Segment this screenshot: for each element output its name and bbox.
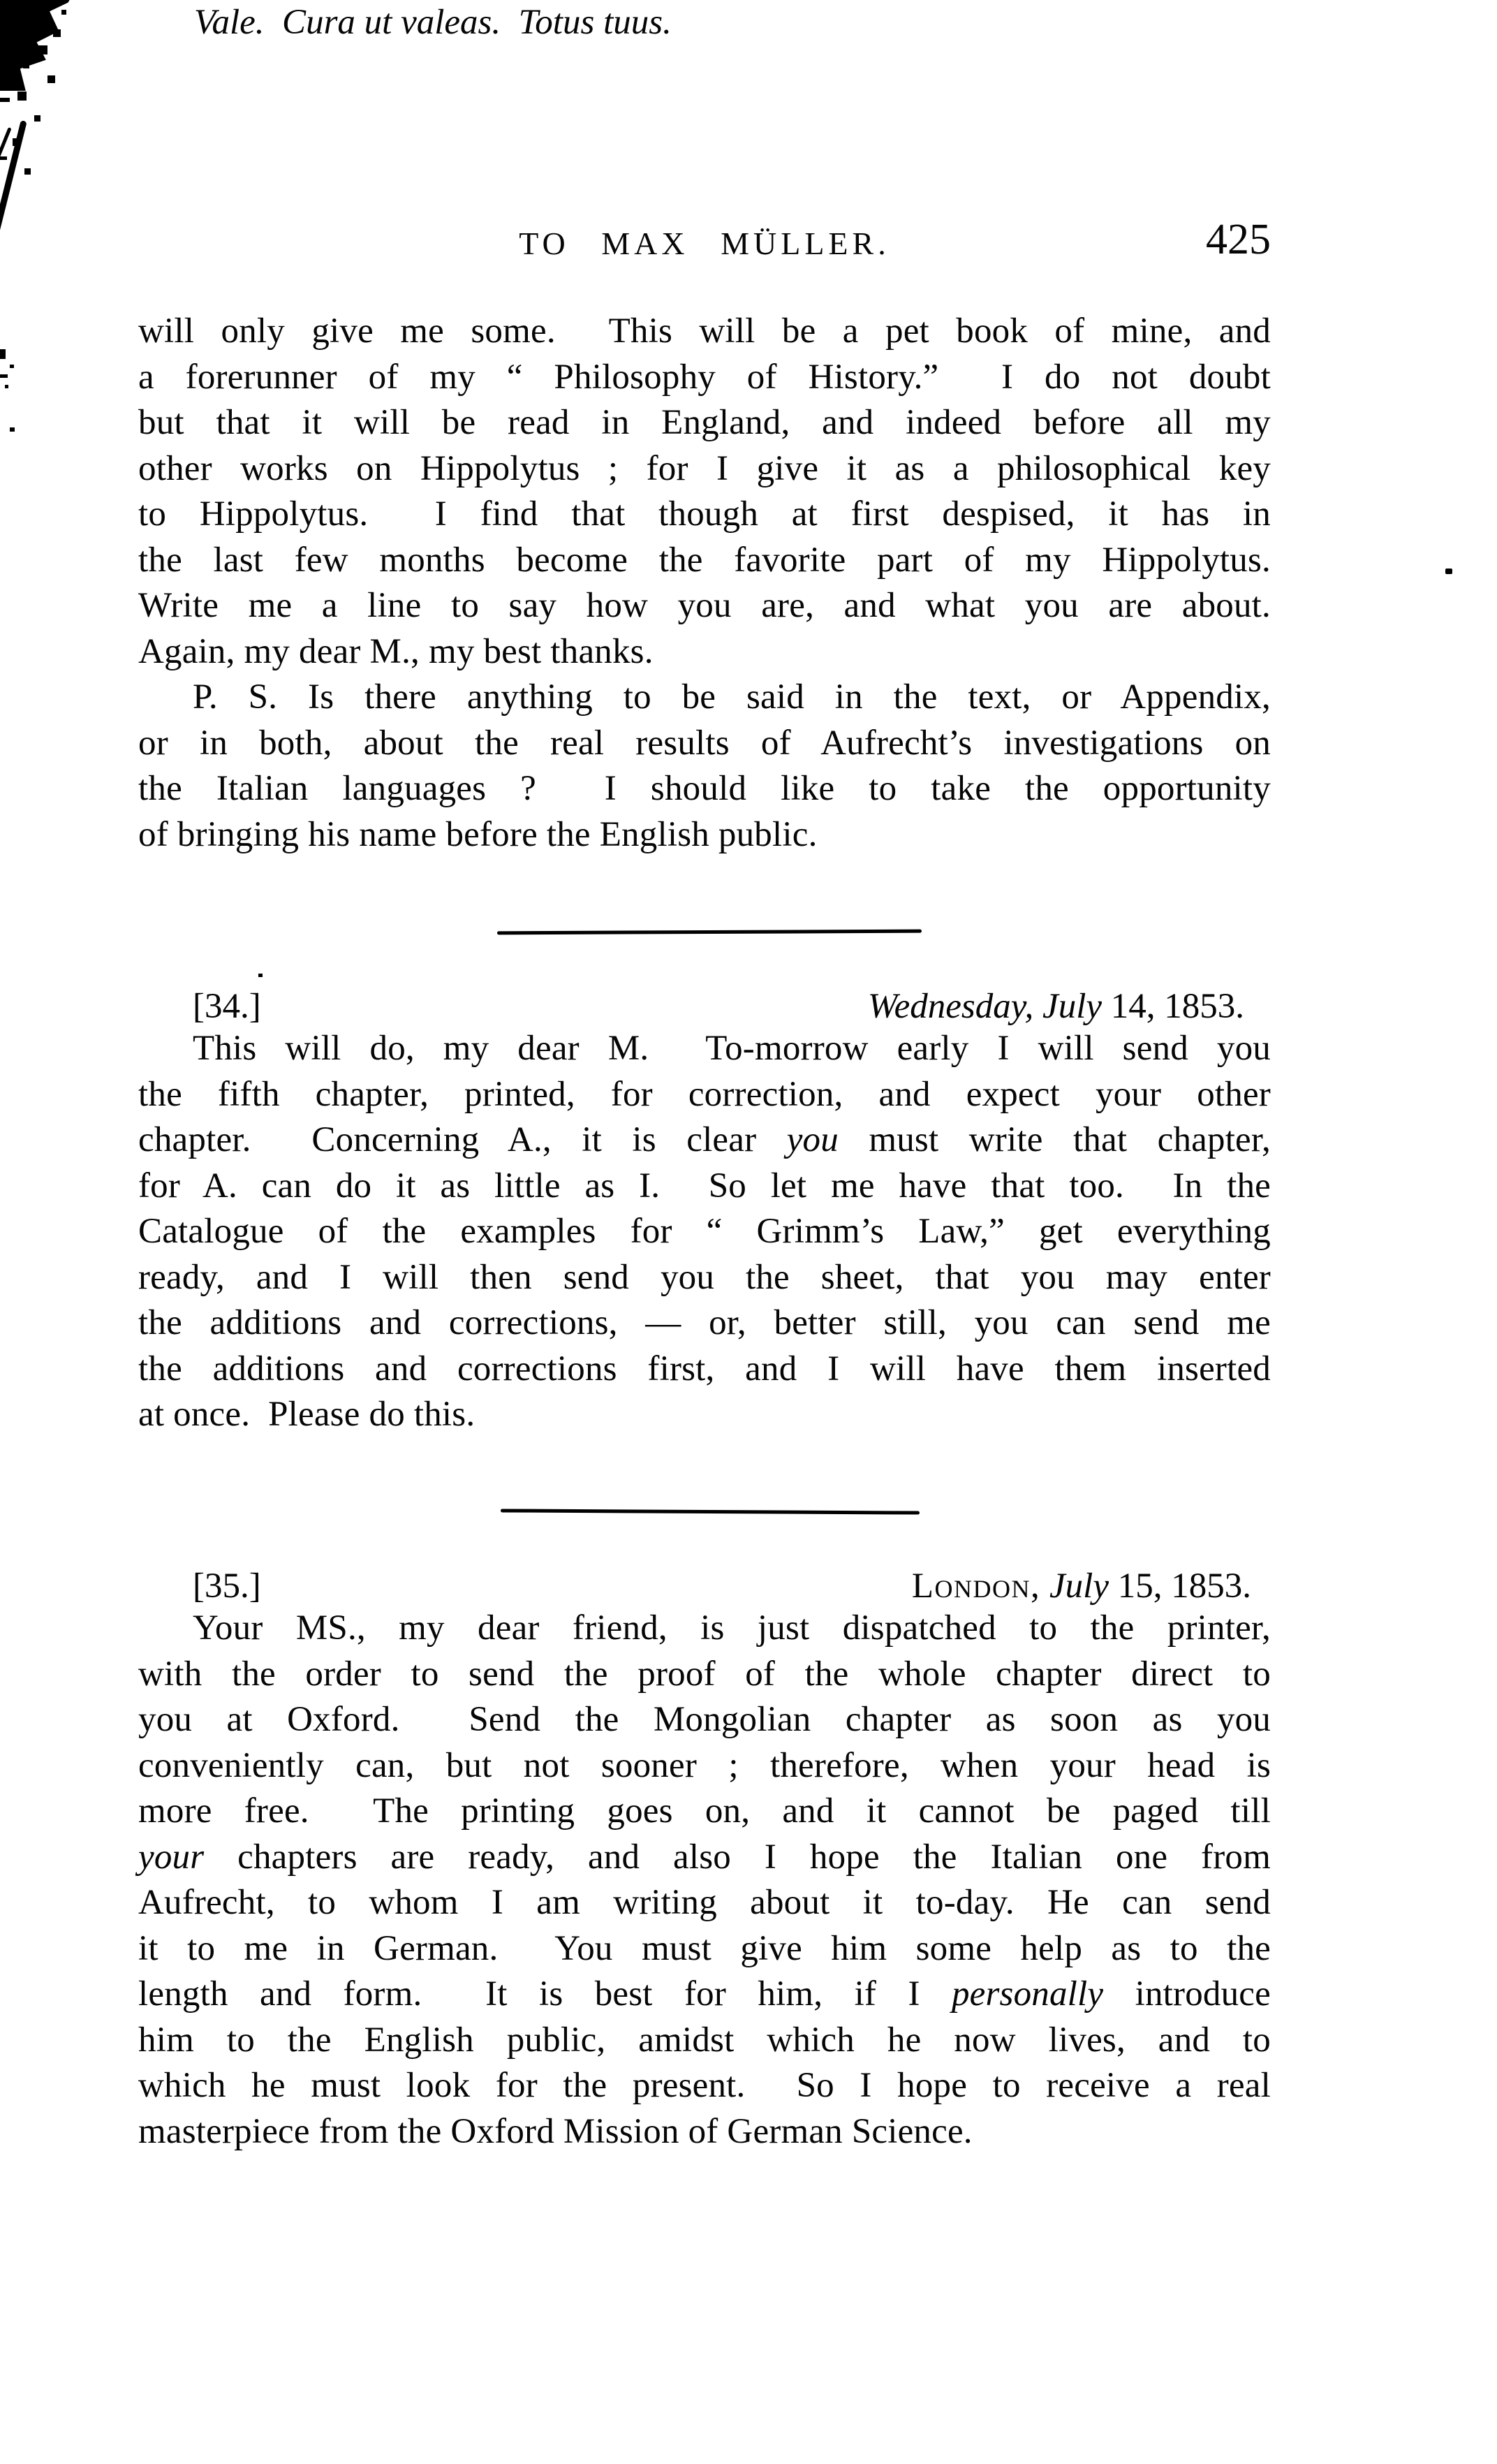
running-header-title: TO MAX MÜLLER. [519, 226, 890, 261]
scan-artifact-speck [5, 385, 8, 388]
text-line: of bringing his name before the English public. [138, 814, 818, 854]
text-line: but that it will be read in England, and indeed before all my [138, 403, 1271, 442]
scan-artifact-speck [10, 365, 14, 368]
text-line: him to the English public, amidst which he now lives, and to [138, 2020, 1271, 2060]
text-line: the additions and corrections, — or, better still, you can send me [138, 1303, 1271, 1342]
text-line: Again, my dear M., my best thanks. [138, 631, 654, 671]
text-line: P. S. Is there anything to be said in the text, or Appendix, [193, 677, 1271, 717]
text-line: with the order to send the proof of the whole chapter direct to [138, 1654, 1271, 1694]
text-line: or in both, about the real results of Aufrecht’s investigations on [138, 723, 1271, 763]
letter-34-number: [34.] [193, 987, 261, 1026]
text-line: ready, and I will then send you the sheet, that you may enter [138, 1257, 1271, 1297]
text-line: conveniently can, but not sooner ; therefore, when your head is [138, 1745, 1271, 1785]
text-line: Catalogue of the examples for “ Grimm’s Law,” get everything [138, 1212, 1271, 1251]
text-line: it to me in German. You must give him some help as to the [138, 1928, 1271, 1968]
letter-34-date-plain: 14, 1853. [1102, 987, 1244, 1026]
text-line: to Hippolytus. I find that though at first despised, it has in [138, 494, 1271, 534]
text-line: more free. The printing goes on, and it cannot be paged till [138, 1791, 1271, 1831]
text-line: Write me a line to say how you are, and what you are about. [138, 586, 1271, 625]
letter-35-dateline [138, 1564, 1271, 1610]
text-line: This will do, my dear M. To-morrow early I will send you [193, 1029, 1271, 1068]
text-line: chapter. Concerning A., it is clear you must write that chapter, [138, 1120, 1271, 1159]
scan-artifact-tick [0, 156, 7, 160]
scan-artifact-tick [0, 374, 8, 378]
scan-artifact-tick [0, 98, 10, 102]
letter-35-place: London, [911, 1567, 1041, 1606]
text-line: a forerunner of my “ Philosophy of History.” I do not doubt [138, 357, 1271, 397]
text-line: you at Oxford. Send the Mongolian chapter as soon as you [138, 1700, 1271, 1739]
letter-35-closing: Vale. Cura ut valeas. Totus tuus. [194, 3, 672, 42]
text-line: other works on Hippolytus ; for I give it as a philosophical key [138, 448, 1271, 488]
paragraph-postscript [138, 675, 1271, 858]
section-divider [501, 1509, 920, 1514]
scan-artifact-speck [10, 427, 15, 432]
letter-34-date [868, 984, 1271, 1030]
scan-artifact-blob [0, 0, 81, 91]
letter-34-date-italic: Wednesday, July [867, 987, 1102, 1026]
text-line: length and form. It is best for him, if I personally introduce [138, 1974, 1271, 2014]
letter-35-body [138, 1606, 1271, 2155]
text-line: the Italian languages ? I should like to take the opportunity [138, 769, 1271, 808]
text-line: Aufrecht, to whom I am writing about it to-day. He can send [138, 1883, 1271, 1922]
letter-35-number: [35.] [193, 1567, 261, 1606]
letter-35-date-plain: 15, 1853. [1109, 1567, 1251, 1606]
text-line: at once. Please do this. [138, 1395, 475, 1434]
text-line: which he must look for the present. So I hope to receive a real [138, 2066, 1271, 2105]
text-line: will only give me some. This will be a pet book of mine, and [138, 311, 1271, 351]
section-divider [497, 930, 922, 935]
letter-34-dateline [138, 984, 1271, 1030]
text-line: your chapters are ready, and also I hope the Italian one from [138, 1837, 1271, 1877]
letter-34-body [138, 1026, 1271, 1438]
text-line: the fifth chapter, printed, for correction, and expect your other [138, 1074, 1271, 1114]
text-line: the additions and corrections first, and I will have them inserted [138, 1349, 1271, 1388]
letter-35-date [912, 1564, 1271, 1610]
scan-artifact-speck [1445, 569, 1452, 574]
page-number: 425 [1206, 216, 1271, 263]
letter-35-date-italic: July [1040, 1567, 1109, 1606]
text-line: for A. can do it as little as I. So let me have that too. In the [138, 1166, 1271, 1205]
text-line: the last few months become the favorite part of my Hippolytus. [138, 540, 1271, 580]
text-line: Your MS., my dear friend, is just dispatched to the printer, [193, 1608, 1271, 1648]
scan-artifact-speck [258, 974, 263, 977]
scan-artifact-specks [61, 10, 66, 15]
paragraph-continuation [138, 309, 1271, 675]
scan-artifact-tick [0, 349, 6, 359]
text-line: masterpiece from the Oxford Mission of German Science. [138, 2111, 973, 2151]
